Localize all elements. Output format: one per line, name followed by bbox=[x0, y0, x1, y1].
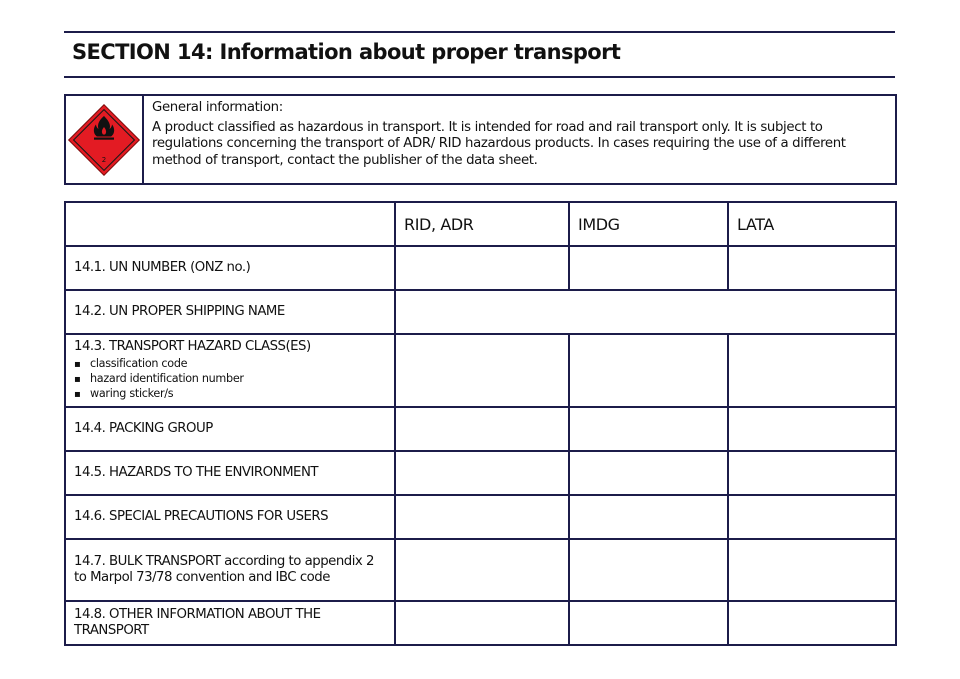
header-imdg: IMDG bbox=[569, 202, 728, 246]
cell-rid-adr bbox=[395, 334, 569, 407]
list-item: ▪ hazard identification number bbox=[74, 372, 386, 387]
general-info-text bbox=[144, 96, 895, 183]
cell-imdg bbox=[569, 334, 728, 407]
cell-rid-adr bbox=[395, 246, 569, 290]
cell-lata bbox=[728, 601, 896, 645]
row-label-bulk-transport: 14.7. BULK TRANSPORT according to appendix 2 to Marpol 73/78 convention and IBC code bbox=[65, 539, 395, 601]
cell-rid-adr bbox=[395, 601, 569, 645]
row-label-special-precautions: 14.6. SPECIAL PRECAUTIONS FOR USERS bbox=[65, 495, 395, 539]
row-label-other-information: 14.8. OTHER INFORMATION ABOUT THE TRANSPORT bbox=[65, 601, 395, 645]
hazard-class-sublist bbox=[74, 357, 386, 402]
table-row bbox=[65, 246, 896, 290]
table-row bbox=[65, 290, 896, 334]
row-label-packing-group: 14.4. PACKING GROUP bbox=[65, 407, 395, 451]
cell-rid-adr bbox=[395, 451, 569, 495]
cell-lata bbox=[728, 334, 896, 407]
table-row bbox=[65, 407, 896, 451]
title-underline bbox=[64, 76, 895, 78]
transport-info-table bbox=[64, 201, 897, 646]
list-item: ▪ classification code bbox=[74, 357, 386, 372]
table-header-row bbox=[65, 202, 896, 246]
hazard-class-number: 2 bbox=[101, 155, 107, 164]
top-rule bbox=[64, 31, 895, 33]
header-rid-adr: RID, ADR bbox=[395, 202, 569, 246]
row-label-shipping-name: 14.2. UN PROPER SHIPPING NAME bbox=[65, 290, 395, 334]
table-row bbox=[65, 601, 896, 645]
row-label-un-number: 14.1. UN NUMBER (ONZ no.) bbox=[65, 246, 395, 290]
table-row bbox=[65, 451, 896, 495]
general-info-box bbox=[64, 94, 897, 185]
row-label-environment-hazards: 14.5. HAZARDS TO THE ENVIRONMENT bbox=[65, 451, 395, 495]
row-label-hazard-class bbox=[65, 334, 395, 407]
cell-imdg bbox=[569, 246, 728, 290]
hazard-class-label: 14.3. TRANSPORT HAZARD CLASS(ES) bbox=[74, 339, 311, 354]
section-title: SECTION 14: Information about proper transport bbox=[72, 40, 621, 64]
general-info-body: A product classified as hazardous in transport. It is intended for road and rail transport only. It is subject to regulations concerning the transport of ADR/ RID hazardous products. In cases requiring the use of a different method of transport, contact the publisher of the data sheet. bbox=[152, 119, 846, 168]
cell-lata bbox=[728, 246, 896, 290]
cell-lata bbox=[728, 407, 896, 451]
table-row bbox=[65, 334, 896, 407]
general-info-heading: General information: bbox=[152, 100, 283, 115]
hazard-icon-cell bbox=[66, 96, 144, 183]
flammable-gas-diamond-icon bbox=[66, 102, 142, 178]
cell-rid-adr bbox=[395, 407, 569, 451]
table-row bbox=[65, 495, 896, 539]
cell-imdg bbox=[569, 407, 728, 451]
cell-shipping-name-merged bbox=[395, 290, 896, 334]
cell-imdg bbox=[569, 451, 728, 495]
cell-rid-adr bbox=[395, 539, 569, 601]
list-item: ▪ waring sticker/s bbox=[74, 387, 386, 402]
cell-lata bbox=[728, 451, 896, 495]
cell-lata bbox=[728, 495, 896, 539]
header-empty-cell bbox=[65, 202, 395, 246]
cell-rid-adr bbox=[395, 495, 569, 539]
cell-imdg bbox=[569, 601, 728, 645]
table-row bbox=[65, 539, 896, 601]
header-lata: LATA bbox=[728, 202, 896, 246]
cell-imdg bbox=[569, 495, 728, 539]
cell-imdg bbox=[569, 539, 728, 601]
cell-lata bbox=[728, 539, 896, 601]
